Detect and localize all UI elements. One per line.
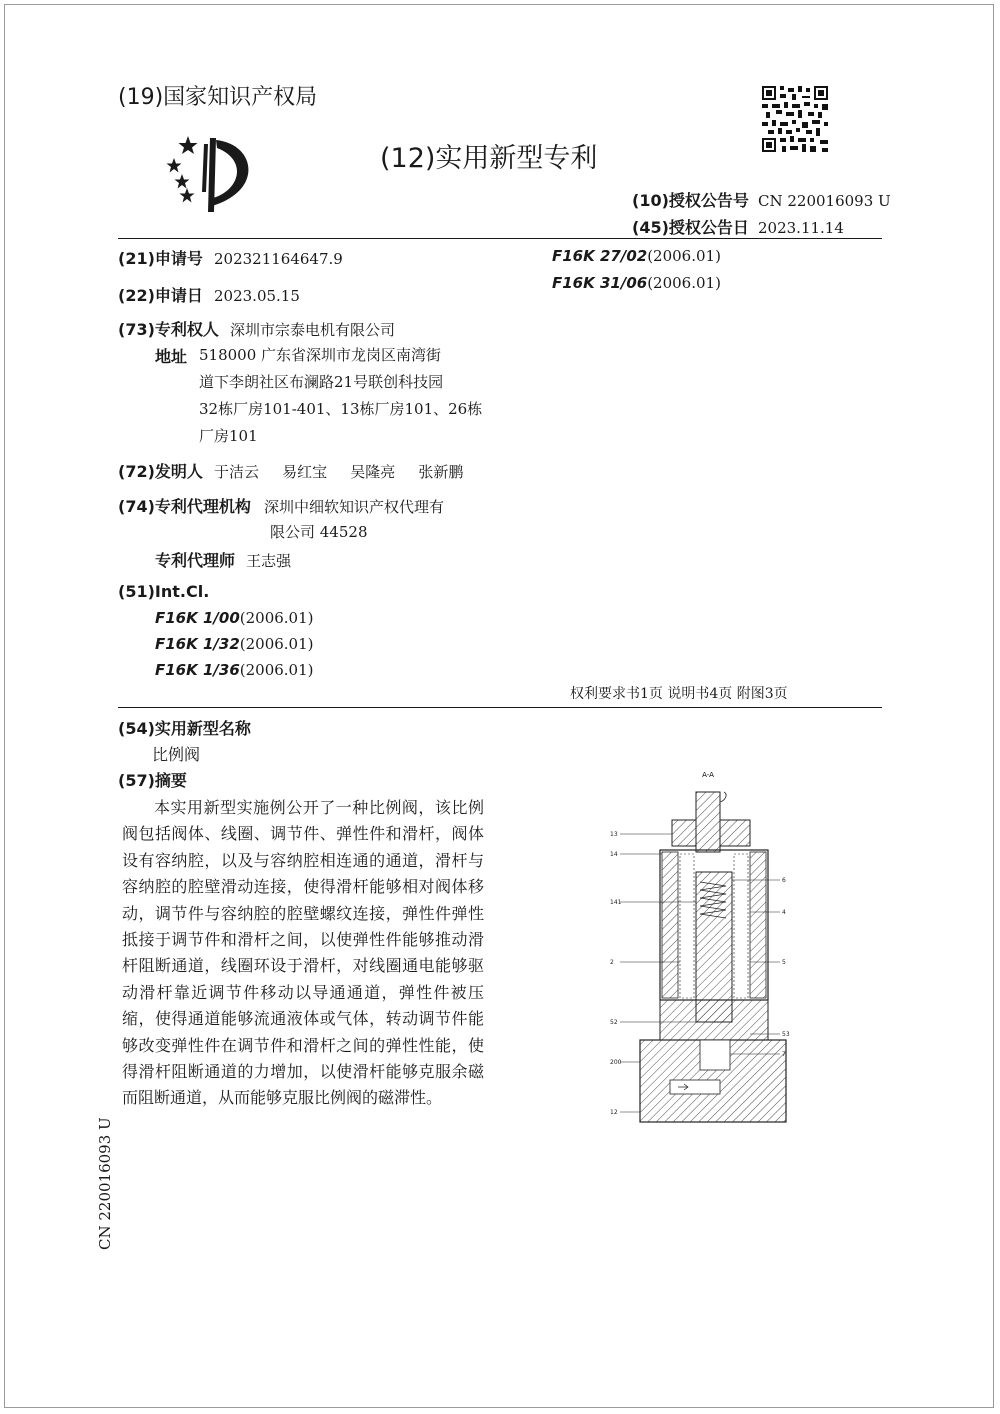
part-label: 12 [610, 1109, 618, 1116]
application-number-row [118, 246, 343, 269]
agent-row [155, 548, 291, 571]
agency-row [118, 494, 444, 517]
intcl-entry [155, 660, 314, 679]
part-label: 200 [610, 1059, 622, 1066]
utility-model-title: 比例阀 [152, 745, 201, 764]
publication-date-row [632, 215, 844, 238]
inventor-name: 张新鹏 [418, 463, 464, 481]
page-counts: 权利要求书1页 说明书4页 附图3页 [570, 686, 788, 702]
ipc-version: (2006.01) [239, 635, 314, 653]
address-line: 32栋厂房101-401、13栋厂房101、26栋 [199, 400, 483, 418]
abstract-label: (57)摘要 [118, 771, 187, 790]
ipc-version: (2006.01) [239, 609, 314, 627]
part-label: 52 [610, 1019, 618, 1026]
address-line: 518000 广东省深圳市龙岗区南湾街 [199, 346, 442, 364]
intcl-label [118, 582, 209, 601]
intcl-entry-right [552, 246, 721, 265]
intcl-entry [155, 634, 314, 653]
qr-code-icon [762, 86, 828, 152]
patentee-row [118, 317, 395, 340]
abstract-text: 本实用新型实施例公开了一种比例阀，该比例阀包括阀体、线圈、调节件、弹性件和滑杆，阀体设有容纳腔，以及与容纳腔相连通的通道，滑杆与容纳腔的腔壁滑动连接，使得滑杆能够相对阀体移动，调节件与容纳腔的腔壁螺纹连接，弹性件弹性抵接于调节件和滑杆之间，以使弹性件能够推动滑杆阻断通道，线圈环设于滑杆，对线圈通电能够驱动滑杆靠近调节件移动以导通通道，弹性件被压缩，使得通道能够流通液体或气体，转动调节件能够改变弹性件在调节件和滑杆之间的弹性性能，使得滑杆阻断通道的力增加，以使滑杆能够克服余磁而阻断通道，从而能够克服比例阀的磁滞性。 [122, 798, 484, 1108]
application-number: 202321164647.9 [214, 250, 343, 268]
divider-mid [118, 707, 882, 708]
agent-label: 专利代理师 [155, 551, 236, 570]
ipc-code: F16K 1/00 [155, 609, 240, 627]
section-label: A-A [702, 771, 714, 779]
page-frame [4, 4, 994, 1408]
intcl-entry [155, 608, 314, 627]
divider-top [118, 238, 882, 239]
part-label: 14 [610, 851, 618, 858]
inventor-name: 易红宝 [282, 463, 328, 481]
patentee-label: (73)专利权人 [118, 320, 219, 339]
part-label: 4 [782, 909, 786, 916]
part-label: 53 [782, 1031, 790, 1038]
inventors-row [118, 459, 463, 482]
address-line: 道下李朗社区布澜路21号联创科技园 [199, 373, 444, 391]
publication-number-label: (10)授权公告号 [632, 191, 749, 210]
cnipa-logo-icon [160, 132, 264, 216]
inventors-label: (72)发明人 [118, 462, 203, 481]
side-publication-number: CN 220016093 U [96, 1117, 114, 1250]
ipc-version: (2006.01) [239, 661, 314, 679]
authority-name: (19)国家知识产权局 [118, 85, 318, 110]
part-label: 13 [610, 831, 618, 838]
agency-name-cont: 限公司 44528 [270, 523, 368, 541]
ipc-version: (2006.01) [647, 274, 721, 292]
publication-number-row [632, 188, 891, 211]
application-date: 2023.05.15 [214, 287, 300, 305]
address-label: 地址 [155, 347, 188, 366]
part-label: 7 [782, 1051, 786, 1058]
ipc-version: (2006.01) [647, 247, 721, 265]
abstract-body [122, 795, 484, 1112]
ipc-code: F16K 1/36 [155, 661, 240, 679]
ipc-code: F16K 31/06 [552, 274, 648, 292]
patentee-name: 深圳市宗泰电机有限公司 [230, 321, 396, 339]
part-label: 2 [610, 959, 614, 966]
valve-section-drawing [600, 762, 800, 1132]
application-number-label: (21)申请号 [118, 249, 203, 268]
publication-date: 2023.11.14 [758, 219, 844, 237]
agency-label: (74)专利代理机构 [118, 497, 251, 516]
document-type: (12)实用新型专利 [380, 143, 598, 174]
intcl-entry-right [552, 273, 721, 292]
address-line: 厂房101 [199, 427, 258, 445]
part-label: 141 [610, 899, 622, 906]
application-date-label: (22)申请日 [118, 286, 203, 305]
inventor-name: 于洁云 [214, 463, 260, 481]
publication-date-label: (45)授权公告日 [632, 218, 749, 237]
part-label: 6 [782, 877, 786, 884]
intcl-label-text: (51)Int.Cl. [118, 582, 210, 601]
part-label: 5 [782, 959, 786, 966]
publication-number: CN 220016093 U [758, 192, 891, 210]
application-date-row [118, 283, 300, 306]
inventor-name: 吴隆亮 [350, 463, 396, 481]
ipc-code: F16K 1/32 [155, 635, 240, 653]
utility-model-title-label: (54)实用新型名称 [118, 719, 251, 738]
ipc-code: F16K 27/02 [552, 247, 648, 265]
agency-name: 深圳中细软知识产权代理有 [264, 498, 445, 516]
agent-name: 王志强 [246, 552, 292, 570]
